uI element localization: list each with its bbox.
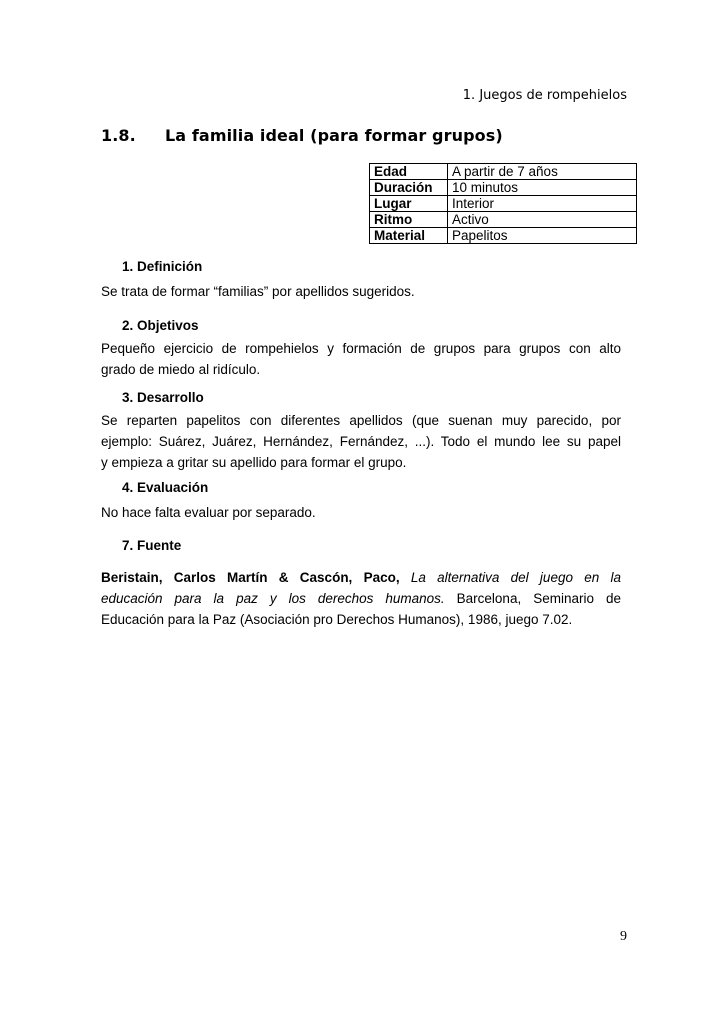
page-number: 9 [620,929,627,944]
table-row [370,180,637,196]
text-evaluacion: No hace falta evaluar por separado. [101,505,316,520]
text-definicion: Se trata de formar “familias” por apellidos sugeridos. [101,284,415,299]
info-key: Lugar [370,196,448,212]
citation-authors: Beristain, Carlos Martín & Cascón, Paco, [101,570,400,585]
info-value: 10 minutos [448,180,637,196]
section-title [101,126,503,145]
table-row [370,228,637,244]
text-line: grado de miedo al ridículo. [101,362,261,377]
text-line: ejemplo: Suárez, Juárez, Hernández, Fernández, ...). Todo el mundo lee su papel [101,434,621,449]
text-line: Se reparten papelitos con diferentes apellidos (que suenan muy parecido, por [101,413,621,428]
section-number: 1.8. [101,126,136,145]
heading-evaluacion: 4. Evaluación [122,480,209,495]
info-value: Activo [448,212,637,228]
info-key: Edad [370,164,448,180]
table-row [370,164,637,180]
info-key: Material [370,228,448,244]
text-fuente [101,567,621,630]
info-key: Ritmo [370,212,448,228]
heading-definicion: 1. Definición [122,259,203,274]
heading-objetivos: 2. Objetivos [122,318,199,333]
citation-title-part1: La alternativa del juego en la [410,570,621,585]
text-desarrollo [101,410,621,473]
citation-publisher: Barcelona, Seminario de [456,591,621,606]
citation-line: Educación para la Paz (Asociación pro Derechos Humanos), 1986, juego 7.02. [101,612,573,627]
text-line: Pequeño ejercicio de rompehielos y formación de grupos para grupos con alto [101,341,621,356]
table-row [370,212,637,228]
heading-desarrollo: 3. Desarrollo [122,390,204,405]
citation-line [101,567,621,588]
running-header: 1. Juegos de rompehielos [462,88,627,103]
text-objetivos [101,338,621,380]
info-value: A partir de 7 años [448,164,637,180]
citation-title-part2: educación para la paz y los derechos humanos. [101,591,445,606]
info-key: Duración [370,180,448,196]
info-table [369,163,637,244]
info-value: Interior [448,196,637,212]
info-value: Papelitos [448,228,637,244]
citation-line [101,588,621,609]
section-title-text: La familia ideal (para formar grupos) [165,126,503,145]
table-row [370,196,637,212]
text-line: y empieza a gritar su apellido para formar el grupo. [101,455,407,470]
heading-fuente: 7. Fuente [122,538,182,553]
